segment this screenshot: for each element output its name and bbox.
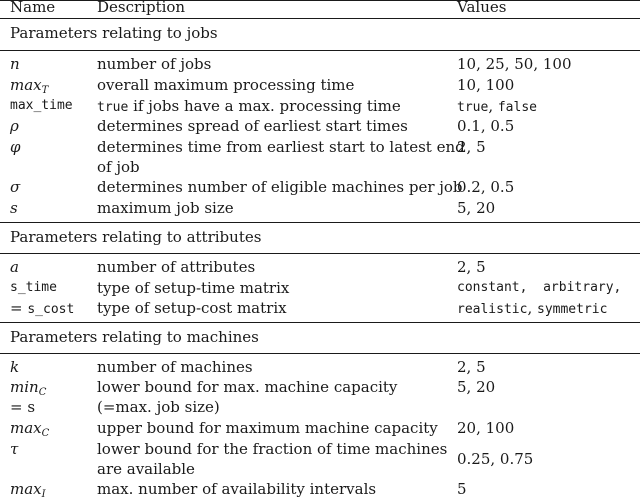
- param-values: 2, 5: [457, 138, 486, 156]
- param-name: max_time: [10, 98, 73, 113]
- param-name-cont: = s: [10, 398, 36, 416]
- param-name-subscript: T: [41, 85, 49, 96]
- param-description: number of machines: [97, 358, 253, 376]
- code-true: true: [97, 100, 129, 115]
- param-name: $\max_T$: [10, 76, 49, 96]
- param-values: 10, 100: [457, 76, 515, 94]
- param-values: true, false: [457, 97, 537, 115]
- param-description: number of jobs: [97, 55, 212, 73]
- param-name: φ: [10, 138, 21, 156]
- param-description: lower bound for the fraction of time machines: [97, 440, 448, 458]
- param-values: 2, 5: [457, 258, 486, 276]
- param-description: lower bound for max. machine capacity: [97, 378, 398, 396]
- top-rule: [0, 0, 640, 1]
- param-description: determines time from earliest start to latest end: [97, 138, 465, 156]
- param-values: constant, arbitrary,: [457, 280, 622, 295]
- param-description: determines spread of earliest start times: [97, 117, 408, 135]
- section-title-jobs: Parameters relating to jobs: [10, 24, 218, 42]
- param-name: $\max_I$: [10, 480, 46, 500]
- param-description: type of setup-time matrix: [97, 279, 290, 297]
- param-description: overall maximum processing time: [97, 76, 355, 94]
- param-name: τ: [10, 440, 19, 458]
- param-name: k: [10, 358, 20, 376]
- param-values: 5: [457, 480, 467, 498]
- param-description: max. number of availability intervals: [97, 480, 377, 498]
- param-values: 2, 5: [457, 358, 486, 376]
- param-name: = s_cost: [10, 299, 75, 317]
- param-name-subscript: C: [41, 428, 50, 439]
- param-values: 5, 20: [457, 199, 496, 217]
- param-name: a: [10, 258, 19, 276]
- param-name: s_time: [10, 280, 57, 295]
- param-name: $\max_C$: [10, 419, 50, 439]
- section-rule-attributes: [0, 253, 640, 254]
- param-name: σ: [10, 178, 21, 196]
- section-rule-jobs: [0, 50, 640, 51]
- header-values: Values: [457, 0, 507, 16]
- param-name-subscript: C: [38, 387, 47, 398]
- param-name: n: [10, 55, 20, 73]
- param-values: 5, 20: [457, 378, 496, 396]
- param-description: type of setup-cost matrix: [97, 299, 287, 317]
- param-description-cont: are available: [97, 460, 195, 478]
- param-values: 20, 100: [457, 419, 515, 437]
- param-values: 0.1, 0.5: [457, 117, 515, 135]
- section-rule-attributes-top: [0, 222, 640, 223]
- param-values: 0.2, 0.5: [457, 178, 515, 196]
- param-values: 0.25, 0.75: [457, 450, 534, 468]
- header-rule: [0, 18, 640, 19]
- param-name: ρ: [10, 117, 19, 135]
- param-description: true if jobs have a max. processing time: [97, 97, 401, 115]
- section-title-attributes: Parameters relating to attributes: [10, 228, 262, 246]
- section-rule-machines-top: [0, 322, 640, 323]
- header-description: Description: [97, 0, 186, 16]
- param-description: determines number of eligible machines per job: [97, 178, 463, 196]
- param-description: number of attributes: [97, 258, 256, 276]
- param-name: s: [10, 199, 18, 217]
- param-name-subscript: I: [41, 489, 46, 500]
- param-description: maximum job size: [97, 199, 234, 217]
- param-description-cont: of job: [97, 158, 140, 176]
- param-name: $\min_C$: [10, 378, 47, 398]
- param-values: 10, 25, 50, 100: [457, 55, 572, 73]
- param-values: realistic, symmetric: [457, 299, 608, 317]
- param-description-cont: (=max. job size): [97, 398, 220, 416]
- section-title-machines: Parameters relating to machines: [10, 328, 259, 346]
- param-description: upper bound for maximum machine capacity: [97, 419, 438, 437]
- section-rule-machines: [0, 353, 640, 354]
- header-name: Name: [10, 0, 56, 16]
